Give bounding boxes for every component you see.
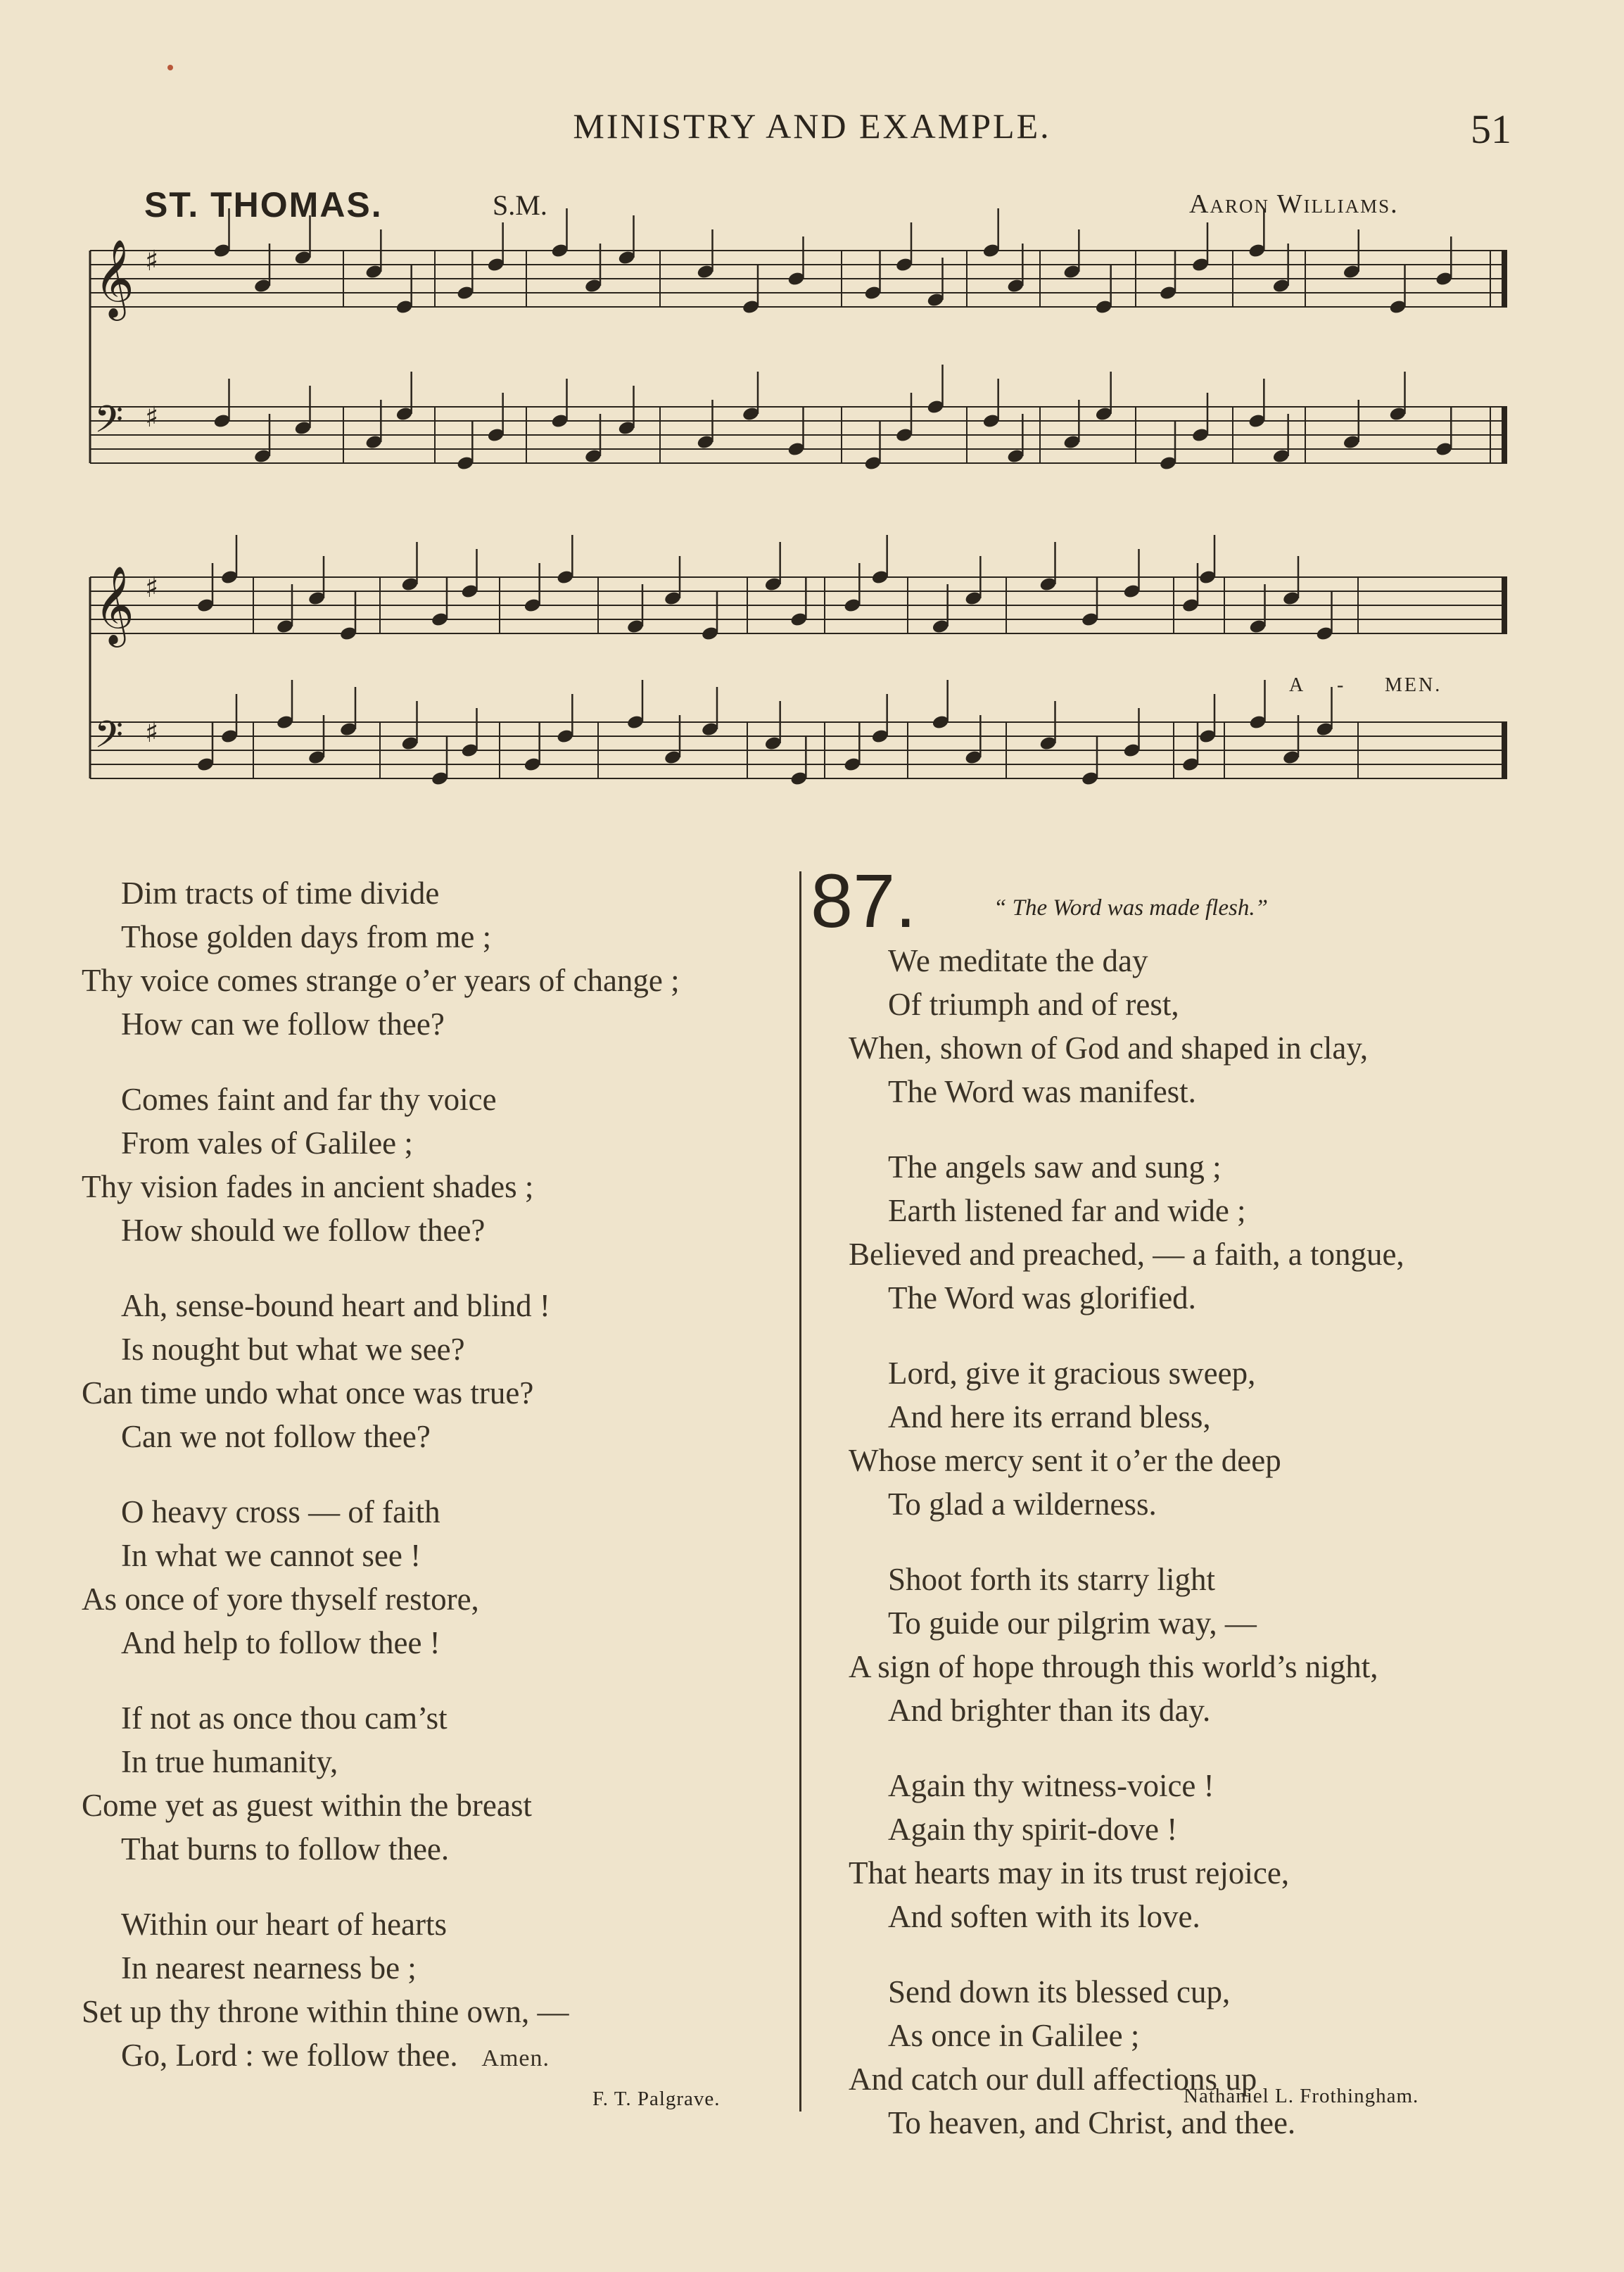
right-hymn bbox=[849, 939, 1404, 2176]
verse-line: Is nought but what we see? bbox=[121, 1332, 465, 1367]
final-bar bbox=[1502, 722, 1507, 778]
running-head: MINISTRY AND EXAMPLE. bbox=[573, 106, 1051, 146]
treble-clef-icon: 𝄞 bbox=[94, 565, 134, 644]
verse-line: And here its errand bless, bbox=[888, 1399, 1211, 1434]
verse-line: The Word was manifest. bbox=[888, 1074, 1196, 1109]
verse-line: Thy voice comes strange o’er years of change ; bbox=[82, 963, 680, 998]
left-hymn-author: F. T. Palgrave. bbox=[592, 2088, 721, 2110]
amen-lyric-men: MEN. bbox=[1385, 674, 1442, 696]
verse-line: Shoot forth its starry light bbox=[888, 1562, 1215, 1597]
final-bar bbox=[1502, 407, 1507, 463]
verse-line: Come yet as guest within the breast bbox=[82, 1788, 532, 1823]
stanza bbox=[82, 871, 680, 1046]
verse-line: Lord, give it gracious sweep, bbox=[888, 1356, 1256, 1391]
right-hymn-author: Nathaniel L. Frothingham. bbox=[1184, 2085, 1419, 2107]
verse-line: In nearest nearness be ; bbox=[121, 1950, 417, 1986]
verse-line: And soften with its love. bbox=[888, 1899, 1200, 1934]
stanza bbox=[82, 1078, 680, 1252]
stanza bbox=[849, 1970, 1404, 2145]
verse-line: And help to follow thee ! bbox=[121, 1625, 440, 1660]
verse-line: Can we not follow thee? bbox=[121, 1419, 431, 1454]
bass-clef-icon: 𝄢 bbox=[94, 714, 124, 766]
first-line-rest: meditate the day bbox=[930, 943, 1148, 978]
final-bar bbox=[1502, 577, 1507, 633]
column-divider bbox=[799, 871, 801, 2112]
verse-line: Can time undo what once was true? bbox=[82, 1375, 534, 1410]
verse-line: Dim tracts of time divide bbox=[121, 876, 440, 911]
bass-clef-icon: 𝄢 bbox=[94, 398, 124, 450]
verse-line: Again thy witness-voice ! bbox=[888, 1768, 1214, 1803]
verse-line: Again thy spirit-dove ! bbox=[888, 1812, 1178, 1847]
stanza bbox=[82, 1284, 680, 1458]
verse-line: As once in Galilee ; bbox=[888, 2018, 1140, 2053]
verse-line: That burns to follow thee. bbox=[121, 1831, 450, 1867]
tune-meter: S.M. bbox=[493, 189, 547, 221]
verse-line: Those golden days from me ; bbox=[121, 919, 492, 954]
stanza bbox=[82, 1902, 680, 2081]
verse-line: Send down its blessed cup, bbox=[888, 1974, 1231, 2009]
verse-line: Ah, sense-bound heart and blind ! bbox=[121, 1288, 550, 1323]
sharp-icon: ♯ bbox=[145, 245, 159, 277]
music-score bbox=[0, 0, 1624, 859]
verse-line: Of triumph and of rest, bbox=[888, 987, 1179, 1022]
verse-line: How should we follow thee? bbox=[121, 1213, 486, 1248]
hymn-epigraph: “ The Word was made flesh.” bbox=[994, 895, 1268, 921]
verse-line: If not as once thou cam’st bbox=[121, 1700, 448, 1736]
verse-line: And brighter than its day. bbox=[888, 1693, 1211, 1728]
treble-clef-icon: 𝄞 bbox=[94, 239, 134, 317]
verse-line: And catch our dull affections up bbox=[849, 2062, 1257, 2097]
drop-word: We bbox=[888, 943, 931, 978]
verse-line: In true humanity, bbox=[121, 1744, 338, 1779]
verse-line: O heavy cross — of faith bbox=[121, 1494, 440, 1529]
verse-line bbox=[82, 2033, 680, 2081]
hymn-number: 87. bbox=[811, 858, 917, 943]
verse-line: Thy vision fades in ancient shades ; bbox=[82, 1169, 534, 1204]
verse-line-text: Go, Lord : we follow thee. bbox=[121, 2038, 458, 2073]
verse-line: That hearts may in its trust rejoice, bbox=[849, 1855, 1290, 1891]
verse-line: How can we follow thee? bbox=[121, 1006, 445, 1042]
verse-line bbox=[849, 939, 1404, 983]
verse-line: The angels saw and sung ; bbox=[888, 1149, 1222, 1185]
stanza bbox=[849, 939, 1404, 1113]
verse-line: As once of yore thyself restore, bbox=[82, 1582, 479, 1617]
verse-line: Whose mercy sent it o’er the deep bbox=[849, 1443, 1281, 1478]
amen-lyric-a: A bbox=[1289, 674, 1306, 696]
sharp-icon: ♯ bbox=[145, 401, 159, 434]
verse-line: To heaven, and Christ, and thee. bbox=[888, 2105, 1296, 2140]
stanza bbox=[849, 1351, 1404, 1526]
amen-word: Amen. bbox=[481, 2045, 550, 2071]
verse-line: To guide our pilgrim way, — bbox=[888, 1605, 1257, 1641]
amen-lyric-dash: - bbox=[1337, 674, 1346, 696]
verse-line: From vales of Galilee ; bbox=[121, 1125, 413, 1161]
stanza bbox=[849, 1764, 1404, 1938]
verse-line: Set up thy throne within thine own, — bbox=[82, 1994, 569, 2029]
stanza bbox=[849, 1145, 1404, 1320]
verse-line: Within our heart of hearts bbox=[121, 1907, 448, 1942]
verse-line: A sign of hope through this world’s night, bbox=[849, 1649, 1378, 1684]
score-notation bbox=[90, 208, 1507, 786]
verse-line: In what we cannot see ! bbox=[121, 1538, 421, 1573]
left-hymn bbox=[82, 871, 680, 2112]
stanza bbox=[849, 1558, 1404, 1732]
verse-line: The Word was glorified. bbox=[888, 1280, 1196, 1315]
verse-line: Earth listened far and wide ; bbox=[888, 1193, 1246, 1228]
verse-line: Believed and preached, — a faith, a tongue, bbox=[849, 1237, 1404, 1272]
stanza bbox=[82, 1490, 680, 1665]
verse-line: To glad a wilderness. bbox=[888, 1487, 1157, 1522]
verse-line: Comes faint and far thy voice bbox=[121, 1082, 497, 1117]
sharp-icon: ♯ bbox=[145, 717, 159, 749]
verse-line: When, shown of God and shaped in clay, bbox=[849, 1030, 1369, 1066]
sharp-icon: ♯ bbox=[145, 572, 159, 604]
stanza bbox=[82, 1696, 680, 1871]
final-bar bbox=[1502, 251, 1507, 307]
tune-composer: Aaron Williams. bbox=[1189, 189, 1399, 219]
page-number: 51 bbox=[1471, 106, 1511, 152]
tune-name: ST. THOMAS. bbox=[144, 185, 383, 225]
